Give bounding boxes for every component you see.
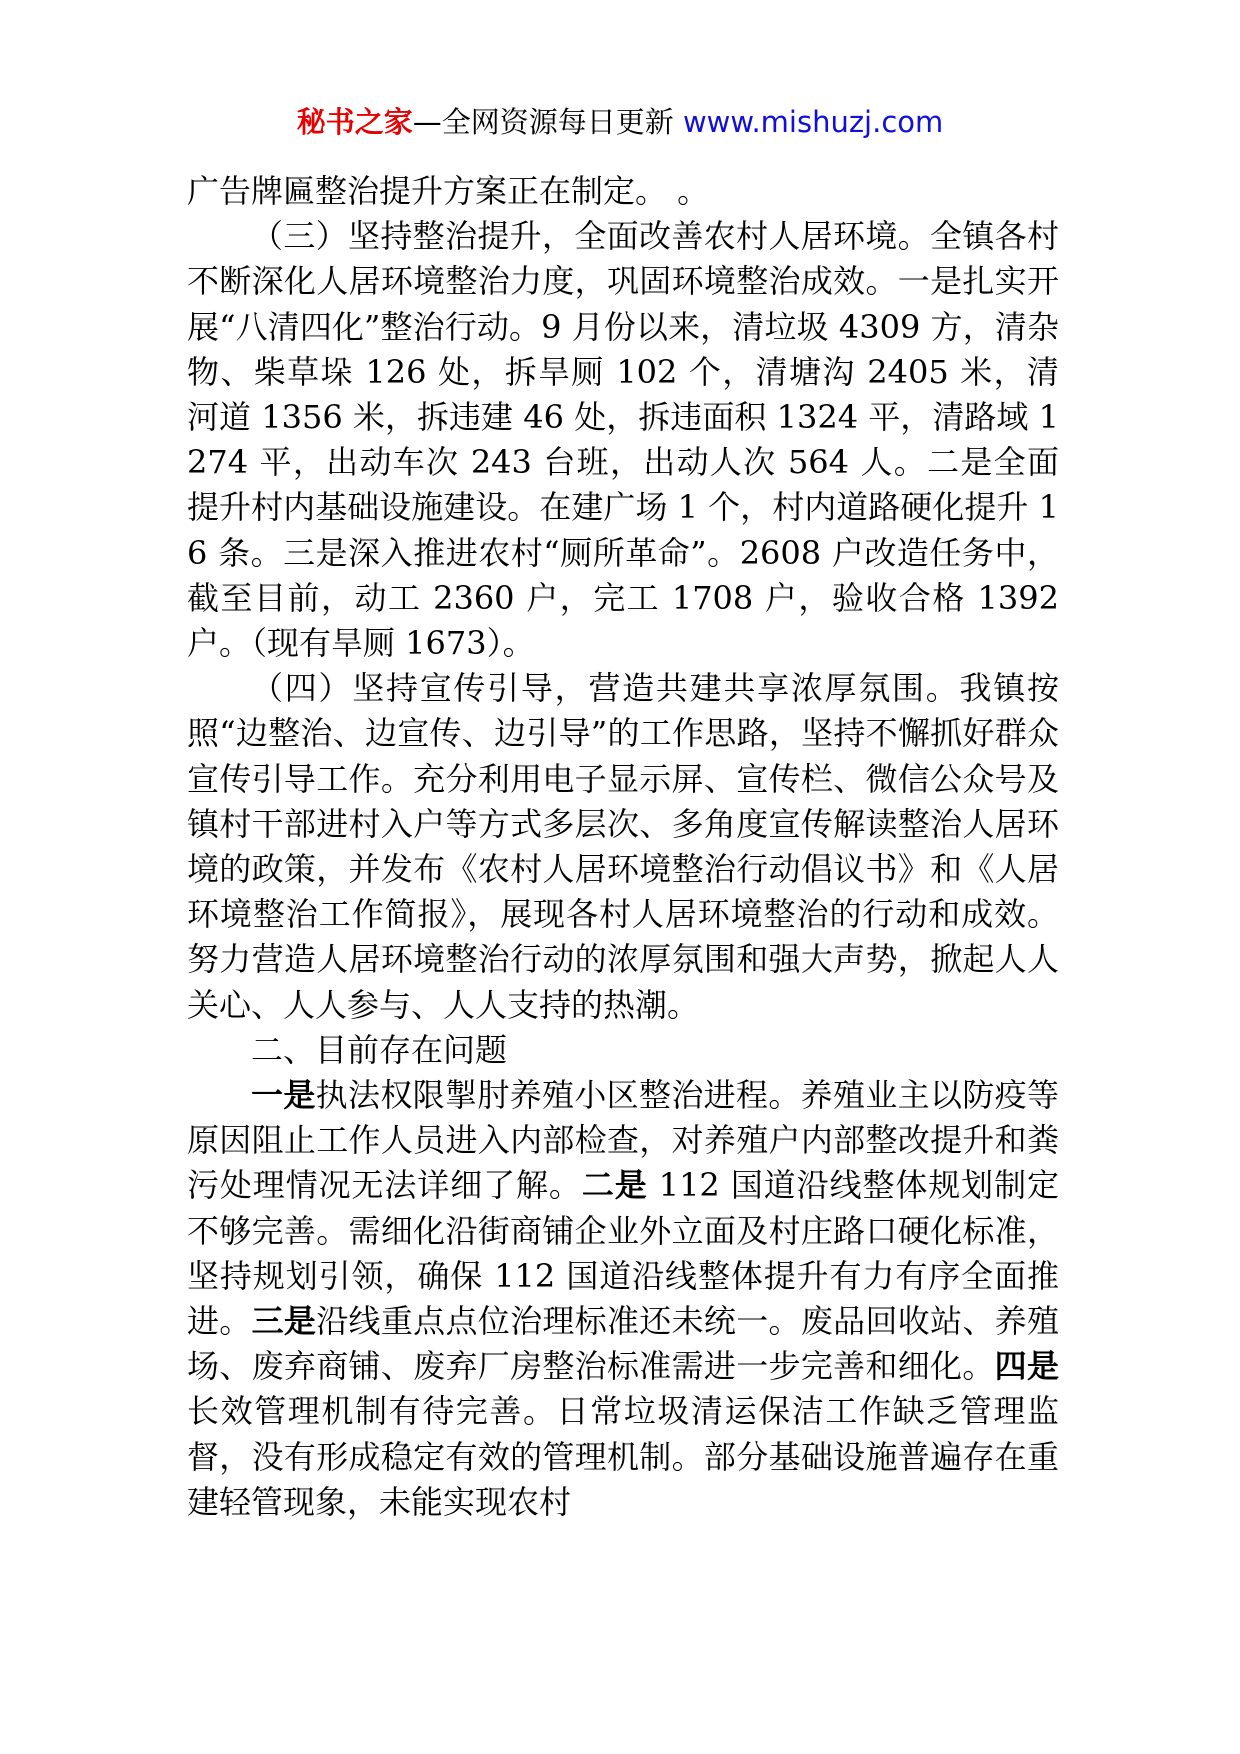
issue-1-text: 执法权限掣肘养殖小区整治进程。养殖业主以防疫等原因阻止工作人员进入内部检查，对养殖户内部整改提升和粪污处理情况无法详细了解。 — [187, 1076, 1059, 1205]
issue-3-lead: 三是 — [251, 1302, 317, 1341]
paragraph-continuation: 广告牌匾整治提升方案正在制定。 。 — [187, 172, 710, 210]
paragraph-section-three: （三）坚持整治提升，全面改善农村人居环境。全镇各村不断深化人居环境整治力度，巩固环境整治成效。一是扎实开展“八清四化”整治行动。9 月份以来，清垃圾 4309 方，清杂物、柴草垛 126 处，拆旱厕 102 个，清塘沟 2405 米，清河道 1356 米，拆违建 46 处，拆违面积 1324 平，清路域 1274 平，出动车次 243 台班，出动人次 564 人。二是全面提升村内基础设施建设。在建广场 1 个，村内道路硬化提升 16 条。三是深入推进农村“厕所革命”。2608 户改造任务中，截至目前，动工 2360 户，完工 1708 户，验收合格 1392 户。（现有旱厕 1673）。 — [187, 217, 1059, 663]
header-slogan: —全网资源每日更新 — [412, 105, 683, 139]
site-url-link[interactable]: www.mishuzj.com — [682, 105, 944, 139]
brand-name: 秘书之家 — [296, 105, 413, 139]
document-body — [187, 169, 1059, 1525]
issue-4-text: 长效管理机制有待完善。日常垃圾清运保洁工作缺乏管理监督，没有形成稳定有效的管理机制。部分基础设施普遍存在重建轻管现象，未能实现农村 — [187, 1392, 1059, 1521]
issue-3-text: 沿线重点点位治理标准还未统一。废品回收站、养殖场、废弃商铺、废弃厂房整治标准需进一步完善和细化。 — [187, 1302, 1059, 1386]
paragraph-section-four: （四）坚持宣传引导，营造共建共享浓厚氛围。我镇按照“边整治、边宣传、边引导”的工作思路，坚持不懈抓好群众宣传引导工作。充分利用电子显示屏、宣传栏、微信公众号及镇村干部进村入户等方式多层次、多角度宣传解读整治人居环境的政策，并发布《农村人居环境整治行动倡议书》和《人居环境整治工作简报》，展现各村人居环境整治的行动和成效。努力营造人居环境整治行动的浓厚氛围和强大声势，掀起人人关心、人人参与、人人支持的热潮。 — [187, 669, 1059, 1024]
paragraph-issues — [187, 1073, 1059, 1525]
page-header — [0, 100, 1240, 144]
issue-2-text: 112 国道沿线整体规划制定不够完善。需细化沿街商铺企业外立面及村庄路口硬化标准，坚持规划引领，确保 112 国道沿线整体提升有力有序全面推进。 — [187, 1166, 1059, 1341]
issue-4-lead: 四是 — [994, 1347, 1059, 1386]
issue-1-lead: 一是 — [251, 1076, 316, 1115]
section-heading-problems: 二、目前存在问题 — [251, 1030, 508, 1069]
issue-2-lead: 二是 — [581, 1166, 648, 1205]
